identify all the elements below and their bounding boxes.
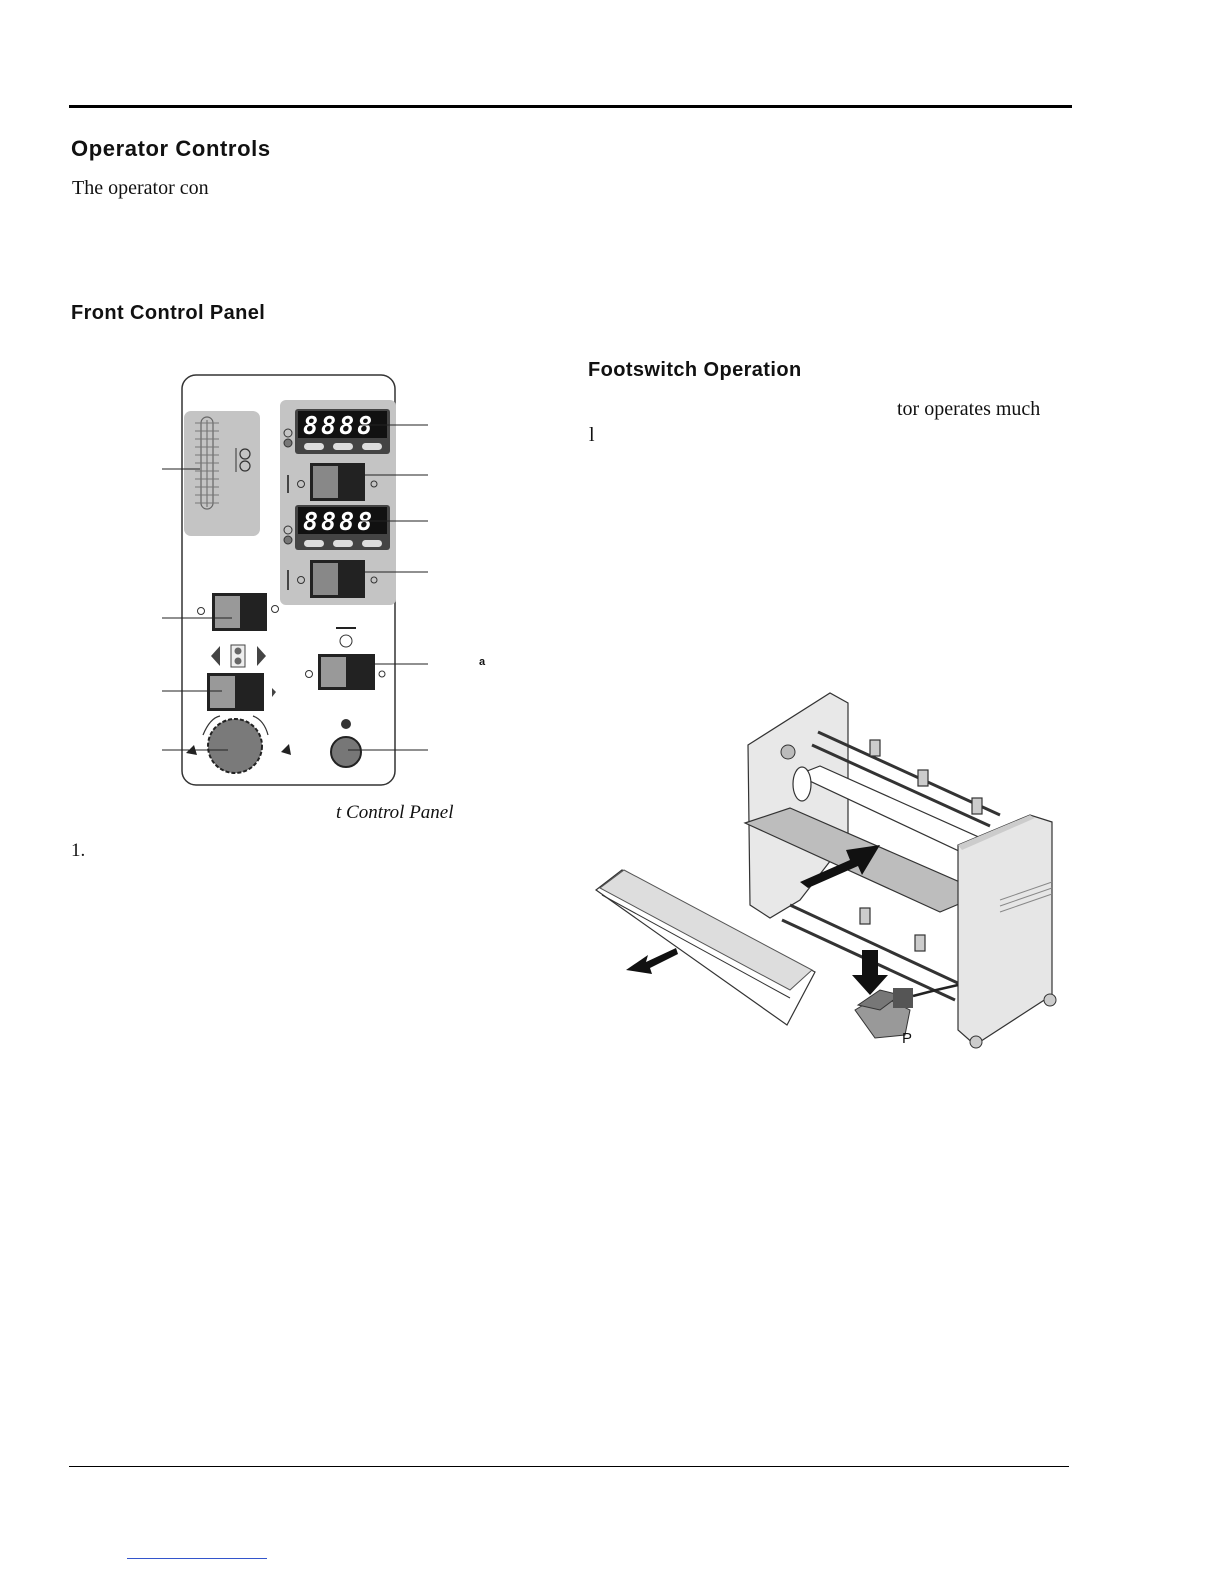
footer-rule xyxy=(69,1466,1069,1467)
right-cabinet xyxy=(958,815,1056,1048)
list-item-number: 1. xyxy=(71,840,86,861)
footswitch-text-line-1: tor operates much xyxy=(897,398,1041,420)
front-control-panel-figure xyxy=(150,370,450,790)
temperature-display-top xyxy=(284,409,390,454)
laminator-illustration xyxy=(590,688,1070,1063)
page-title: Operator Controls xyxy=(71,136,271,161)
footswitch-text-line-2: l xyxy=(589,424,595,446)
tray-removal-arrow xyxy=(626,948,678,974)
left-side-frame xyxy=(748,693,848,918)
footswitch-heading: Footswitch Operation xyxy=(588,359,802,381)
intro-paragraph: The operator con xyxy=(72,177,209,199)
front-panel-heading: Front Control Panel xyxy=(71,302,266,324)
figure-caption: t Control Panel xyxy=(336,802,454,823)
footer-link-underline[interactable] xyxy=(127,1558,267,1559)
header-rule xyxy=(69,105,1072,108)
pedal-label: P xyxy=(902,1030,913,1047)
display-bottom-readout: 8888 xyxy=(303,507,376,536)
temperature-display-bottom xyxy=(284,505,390,550)
display-top-readout: 8888 xyxy=(303,411,376,440)
callout-label: a xyxy=(479,656,486,668)
pressure-gauge xyxy=(184,411,260,536)
